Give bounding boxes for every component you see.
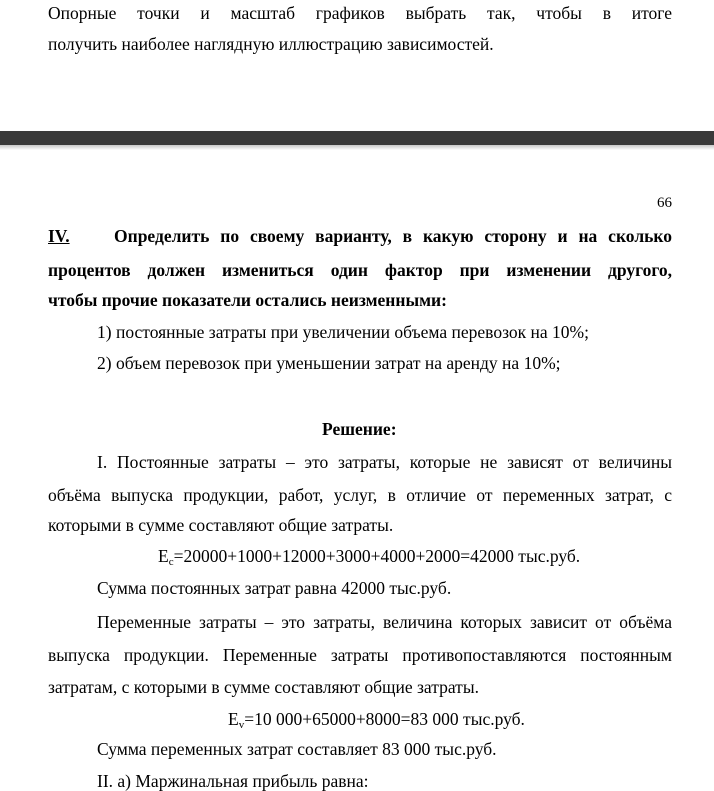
task-heading-line — [48, 226, 672, 246]
paragraph-line: I. Постоянные затраты – это затраты, которые не зависят от величины — [97, 452, 672, 472]
task-heading-line: процентов должен измениться один фактор при изменении другого, — [48, 260, 672, 280]
task-item: 1) постоянные затраты при увеличении объема перевозок на 10%; — [97, 322, 589, 342]
paragraph-line: выпуска продукции. Переменные затраты противопоставляются постоянным — [48, 645, 672, 665]
previous-page-text-line: Опорные точки и масштаб графиков выбрать так, чтобы в итоге — [48, 3, 672, 23]
variable-costs-formula — [228, 709, 525, 729]
task-item: 2) объем перевозок при уменьшении затрат на аренду на 10%; — [97, 353, 561, 373]
task-number: IV. — [48, 226, 70, 246]
paragraph-line: II. а) Маржинальная прибыль равна: — [97, 771, 369, 791]
solution-heading: Решение: — [322, 419, 397, 439]
formula-expression: =10 000+65000+8000=83 000 тыс.руб. — [244, 709, 525, 729]
previous-page-text-line: получить наиболее наглядную иллюстрацию зависимостей. — [48, 34, 494, 54]
task-heading-line: чтобы прочие показатели остались неизменными: — [48, 290, 447, 310]
fixed-costs-formula — [158, 546, 580, 566]
formula-subscript: c — [168, 556, 174, 568]
page-separator — [0, 131, 714, 150]
paragraph-line: которыми в сумме составляют общие затраты. — [48, 515, 394, 535]
paragraph-line: Переменные затраты – это затраты, величина которых зависит от объёма — [97, 612, 672, 632]
fixed-costs-sum: Сумма постоянных затрат равна 42000 тыс.руб. — [97, 578, 452, 598]
paragraph-line: объёма выпуска продукции, работ, услуг, в отличие от переменных затрат, с — [48, 485, 672, 505]
page-number: 66 — [657, 195, 672, 211]
previous-page — [0, 0, 714, 131]
variable-costs-sum: Сумма переменных затрат составляет 83 000 тыс.руб. — [97, 739, 497, 759]
formula-symbol: E — [228, 709, 239, 729]
page-separator-bar — [0, 131, 714, 145]
formula-expression: =20000+1000+12000+3000+4000+2000=42000 тыс.руб. — [173, 546, 581, 566]
formula-symbol: E — [158, 546, 169, 566]
paragraph-line: затратам, с которыми в сумме составляют общие затраты. — [48, 677, 479, 697]
formula-subscript: v — [238, 719, 245, 731]
task-heading-text: Определить по своему варианту, в какую сторону и на сколько — [114, 226, 672, 246]
